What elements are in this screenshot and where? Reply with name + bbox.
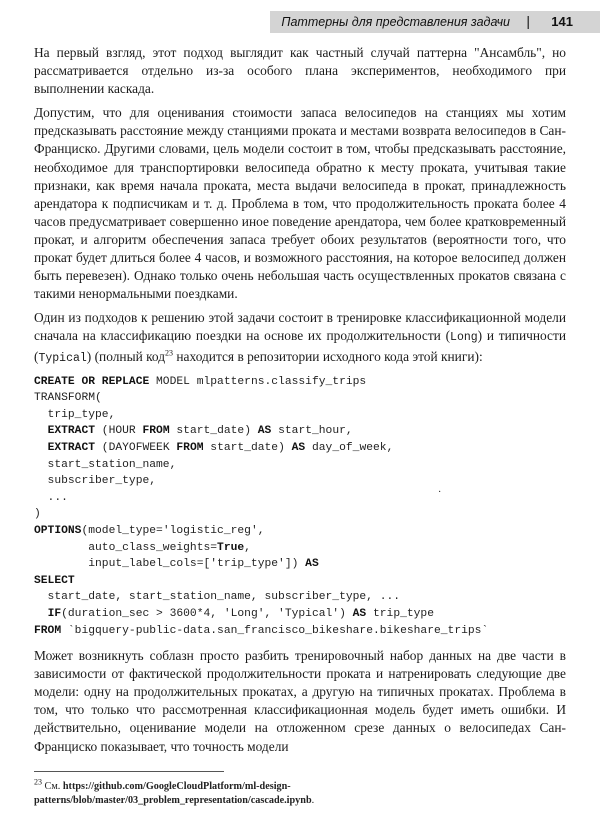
- footnote-prefix: См.: [44, 781, 63, 792]
- header-separator: |: [526, 13, 530, 29]
- code-text: start_date): [203, 441, 292, 454]
- paragraph-3: [34, 309, 566, 367]
- code-line-9: ): [34, 508, 41, 521]
- page-body: [34, 44, 566, 762]
- code-line-3: trip_type,: [34, 408, 116, 421]
- code-text: (DAYOFWEEK: [95, 441, 177, 454]
- paragraph-3-part-c: ) (полный код: [86, 348, 166, 364]
- code-keyword: FROM: [34, 624, 62, 637]
- code-keyword: EXTRACT: [47, 441, 96, 454]
- stray-dot: ·: [438, 487, 442, 498]
- paragraph-3-part-a: Один из подходов к решению этой задачи состоит в тренировке классификационной модели сначала на классификацию поездки на основе их продолжительности (: [34, 310, 566, 344]
- code-line-2: TRANSFORM(: [34, 392, 102, 405]
- code-line-8: ...: [34, 491, 68, 504]
- code-text: start_date): [169, 425, 258, 438]
- code-text: day_of_week,: [305, 441, 394, 454]
- code-text: (HOUR: [95, 425, 143, 438]
- code-text: trip_type: [366, 607, 434, 620]
- running-header: [0, 11, 600, 35]
- code-keyword: AS: [291, 441, 306, 454]
- footnote-number: 23: [34, 777, 42, 787]
- paragraph-1: На первый взгляд, этот подход выглядит как частный случай паттерна "Ансамбль", но рассматривается отдельно из-за особого плана экспериментов, необходимого при выполнении каскада.: [34, 45, 566, 97]
- code-keyword: True: [217, 541, 245, 554]
- code-keyword: SELECT: [34, 574, 75, 587]
- code-keyword: AS: [305, 558, 319, 571]
- code-keyword: FROM: [176, 441, 204, 454]
- footnote-rule: [34, 771, 224, 772]
- code-keyword: IF: [47, 607, 62, 620]
- code-listing: [34, 374, 566, 640]
- code-keyword: OPTIONS: [34, 524, 82, 537]
- inline-code-typical: Typical: [38, 351, 87, 365]
- code-line-6: start_station_name,: [34, 458, 177, 471]
- paragraph-3-part-d: находится в репозитории исходного кода этой книги):: [173, 348, 483, 364]
- code-keyword: AS: [352, 607, 367, 620]
- footnote: [34, 777, 566, 808]
- code-text: (duration_sec > 3600*4, 'Long', 'Typical'): [61, 607, 353, 620]
- paragraph-3-part-b: ) и типичности (: [34, 328, 567, 364]
- code-line-11: auto_class_weights=: [34, 541, 218, 554]
- footnote-suffix: .: [311, 795, 315, 806]
- chapter-title: Паттерны для представления задачи: [281, 15, 510, 29]
- code-line-7: subscriber_type,: [34, 475, 157, 488]
- code-line-16: `bigquery-public-data.san_francisco_bikeshare.bikeshare_trips`: [61, 624, 489, 637]
- code-text: ,: [244, 541, 251, 554]
- code-keyword: FROM: [142, 425, 170, 438]
- inline-code-long: Long: [450, 331, 478, 345]
- code-line-10: (model_type='logistic_reg',: [81, 524, 265, 537]
- footnote-reference: 23: [165, 348, 174, 358]
- paragraph-2: Допустим, что для оценивания стоимости запаса велосипедов на станциях мы хотим предсказывать расстояние между станциями проката и местами возврата велосипедов в Сан-Франциско. Другими словами, цель модели состоит в том, чтобы предсказывать расстояние, необходимое для транспортировки велосипеда обратно к месту проката, учитывая такие признаки, как время начала проката, места выдачи велосипеда в прокат, принадлежность арендатора к подписчикам и т. д. Проблема в том, что продолжительность проката более 4 часов предусматривает совершенно иное поведение арендатора, чем более кратковременный прокат, и алгоритм обеспечения запаса требует обоих результатов (вероятности того, что прокат будет длиться более 4 часов, и возможного расстояния, на которое велосипед должен быть перевезен). Однако только очень небольшая часть осуществленных прокатов связана с такими ненормальными поездками.: [34, 105, 566, 302]
- code-line-1: MODEL mlpatterns.classify_trips: [149, 375, 367, 388]
- code-text: start_hour,: [271, 425, 353, 438]
- paragraph-4: Может возникнуть соблазн просто разбить тренировочный набор данных на две части в зависимости от фактической продолжительности проката и натренировать следующие две модели: одну на продолжительных прокатах, а другую на типичных прокатах. Проблема в том, что только что рассмотренная классификационная модель будет иметь ошибки. И действительно, оценивание модели на отложенном срезе данных о велосипедах Сан-Франциско показывает, что точность модели: [34, 648, 566, 754]
- footnote-link[interactable]: https://github.com/GoogleCloudPlatform/ml-design-patterns/blob/master/03_problem_representation/cascade.ipynb: [34, 781, 312, 806]
- code-keyword: EXTRACT: [47, 425, 96, 438]
- code-keyword: CREATE OR REPLACE: [34, 375, 150, 388]
- code-line-12: input_label_cols=['trip_type']): [34, 558, 306, 571]
- code-line-14: start_date, start_station_name, subscriber_type, ...: [34, 591, 401, 604]
- page-number: 141: [551, 14, 573, 29]
- code-keyword: AS: [257, 425, 272, 438]
